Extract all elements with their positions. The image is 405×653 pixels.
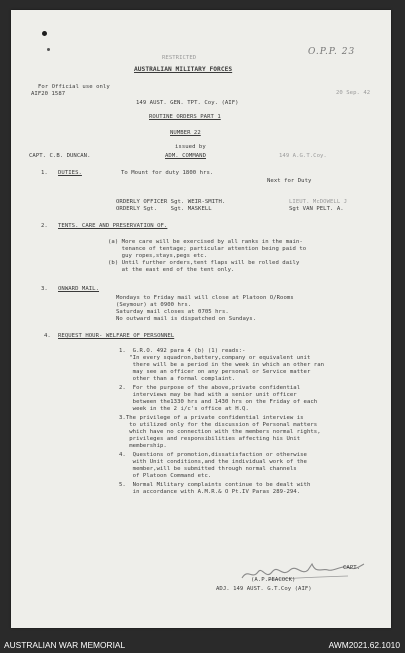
section-2-title: TENTS. CARE AND PRESERVATION OF. bbox=[58, 223, 168, 229]
section-2-b-line-1: (b) Until further orders,tent flaps will be rolled daily bbox=[108, 260, 300, 266]
para-3-line-3: which have no connection with the members normal rights, bbox=[119, 429, 321, 435]
section-1-text: To Mount for duty 1800 hrs. bbox=[121, 170, 214, 176]
para-1-line-1: 1. G.R.O. 492 para 4 (b) (1) reads:- bbox=[119, 348, 246, 354]
handwritten-reference: O.P.P. 23 bbox=[308, 47, 356, 57]
unit-short-name: 149 A.G.T.Coy. bbox=[279, 153, 327, 159]
para-1-line-2: "In every squadron,battery,company or equivalent unit bbox=[119, 355, 311, 361]
section-2-a-line-2: tenance of tentage; particular attention being paid to bbox=[108, 246, 307, 252]
unit-name: 149 AUST. GEN. TPT. Coy. (AIF) bbox=[136, 100, 239, 106]
section-1-title: DUTIES. bbox=[58, 170, 82, 176]
orderly-officer-next: LIEUT. McDOWELL J bbox=[289, 199, 348, 205]
admin-command: ADM. COMMAND bbox=[165, 153, 207, 159]
section-2-a-line-3: guy ropes,stays,pegs etc. bbox=[108, 253, 208, 259]
next-for-duty-label: Next for Duty bbox=[267, 178, 312, 184]
section-3-title: ONWARD MAIL. bbox=[58, 286, 100, 292]
para-1-line-3: there will be a period in the week in which an other ran bbox=[119, 362, 325, 368]
section-2-a-line-1: (a) More care will be exercised by all ranks in the main- bbox=[108, 239, 303, 245]
section-3-line-3: Saturday mail closes at 0705 hrs. bbox=[116, 309, 229, 315]
para-2-line-2: interviews may be had with a senior unit officer bbox=[119, 392, 297, 398]
file-reference: AIF20 1587 bbox=[31, 91, 66, 97]
document-page bbox=[11, 10, 391, 628]
para-4-line-1: 4. Questions of promotion,dissatisfaction or otherwise bbox=[119, 452, 307, 458]
orderly-sgt-row: ORDERLY Sgt. Sgt. MASKELL bbox=[116, 206, 212, 212]
para-4-line-4: of Platoon Command etc. bbox=[119, 473, 212, 479]
signature-name: (A.P.PEACOCK) bbox=[251, 577, 296, 583]
para-1-line-4: may see an officer on any personal or Service matter bbox=[119, 369, 311, 375]
para-3-line-1: 3.The privilege of a private confidential interview is bbox=[119, 415, 304, 421]
para-3-line-5: membership. bbox=[119, 443, 167, 449]
section-4-title: REQUEST HOUR- WELFARE OF PERSONNEL bbox=[58, 333, 175, 339]
issued-by-label: issued by bbox=[175, 144, 206, 150]
official-use-note: For Official use only bbox=[38, 84, 110, 90]
document-date: 20 Sep. 42 bbox=[336, 90, 371, 96]
section-3-line-2: (Seymour) at 0900 hrs. bbox=[116, 302, 192, 308]
section-2-number: 2. bbox=[41, 223, 48, 229]
section-3-line-4: No outward mail is dispatched on Sundays. bbox=[116, 316, 257, 322]
routine-orders-title: ROUTINE ORDERS PART 1 bbox=[149, 114, 221, 120]
punch-hole bbox=[42, 31, 47, 36]
para-3-line-2: to utilized only for the discussion of Personal matters bbox=[119, 422, 318, 428]
signature-rank: CAPT. bbox=[343, 565, 361, 571]
para-4-line-2: with Unit conditions,and the individual work of the bbox=[119, 459, 307, 465]
para-1-line-5: other than a formal complaint. bbox=[119, 376, 236, 382]
para-2-line-1: 2. For the purpose of the above,private confidential bbox=[119, 385, 301, 391]
section-1-number: 1. bbox=[41, 170, 48, 176]
archive-footer bbox=[0, 636, 405, 653]
para-3-line-4: privileges and responsibilities affecting his Unit bbox=[119, 436, 301, 442]
institution-name: AUSTRALIAN WAR MEMORIAL bbox=[4, 640, 126, 650]
org-heading: AUSTRALIAN MILITARY FORCES bbox=[134, 66, 233, 73]
para-5-line-1: 5. Normal Military complaints continue to be dealt with bbox=[119, 482, 311, 488]
para-2-line-3: between the1330 hrs and 1430 hrs on the Friday of each bbox=[119, 399, 318, 405]
issuing-officer: CAPT. C.B. DUNCAN. bbox=[29, 153, 91, 159]
para-5-line-2: in accordance with A.M.R.& O Pt.IV Paras 289-294. bbox=[119, 489, 301, 495]
section-2-b-line-2: at the east end of the tent only. bbox=[108, 267, 235, 273]
orderly-officer-row: ORDERLY OFFICER Sgt. WEIR-SMITH. bbox=[116, 199, 226, 205]
section-4-number: 4. bbox=[44, 333, 51, 339]
orderly-sgt-next: Sgt VAN PELT. A. bbox=[289, 206, 344, 212]
orders-number: NUMBER 22 bbox=[170, 130, 201, 136]
signature-title: ADJ. 149 AUST. G.T.Coy (AIF) bbox=[216, 586, 312, 592]
section-3-number: 3. bbox=[41, 286, 48, 292]
para-4-line-3: member,will be submitted through normal channels bbox=[119, 466, 297, 472]
para-2-line-4: week in the 2 i/c's office at H.Q. bbox=[119, 406, 249, 412]
ink-mark bbox=[47, 48, 50, 51]
classification-label: RESTRICTED bbox=[162, 55, 197, 61]
section-3-line-1: Mondays to Friday mail will close at Platoon O/Rooms bbox=[116, 295, 294, 301]
catalogue-number: AWM2021.62.1010 bbox=[328, 640, 400, 650]
